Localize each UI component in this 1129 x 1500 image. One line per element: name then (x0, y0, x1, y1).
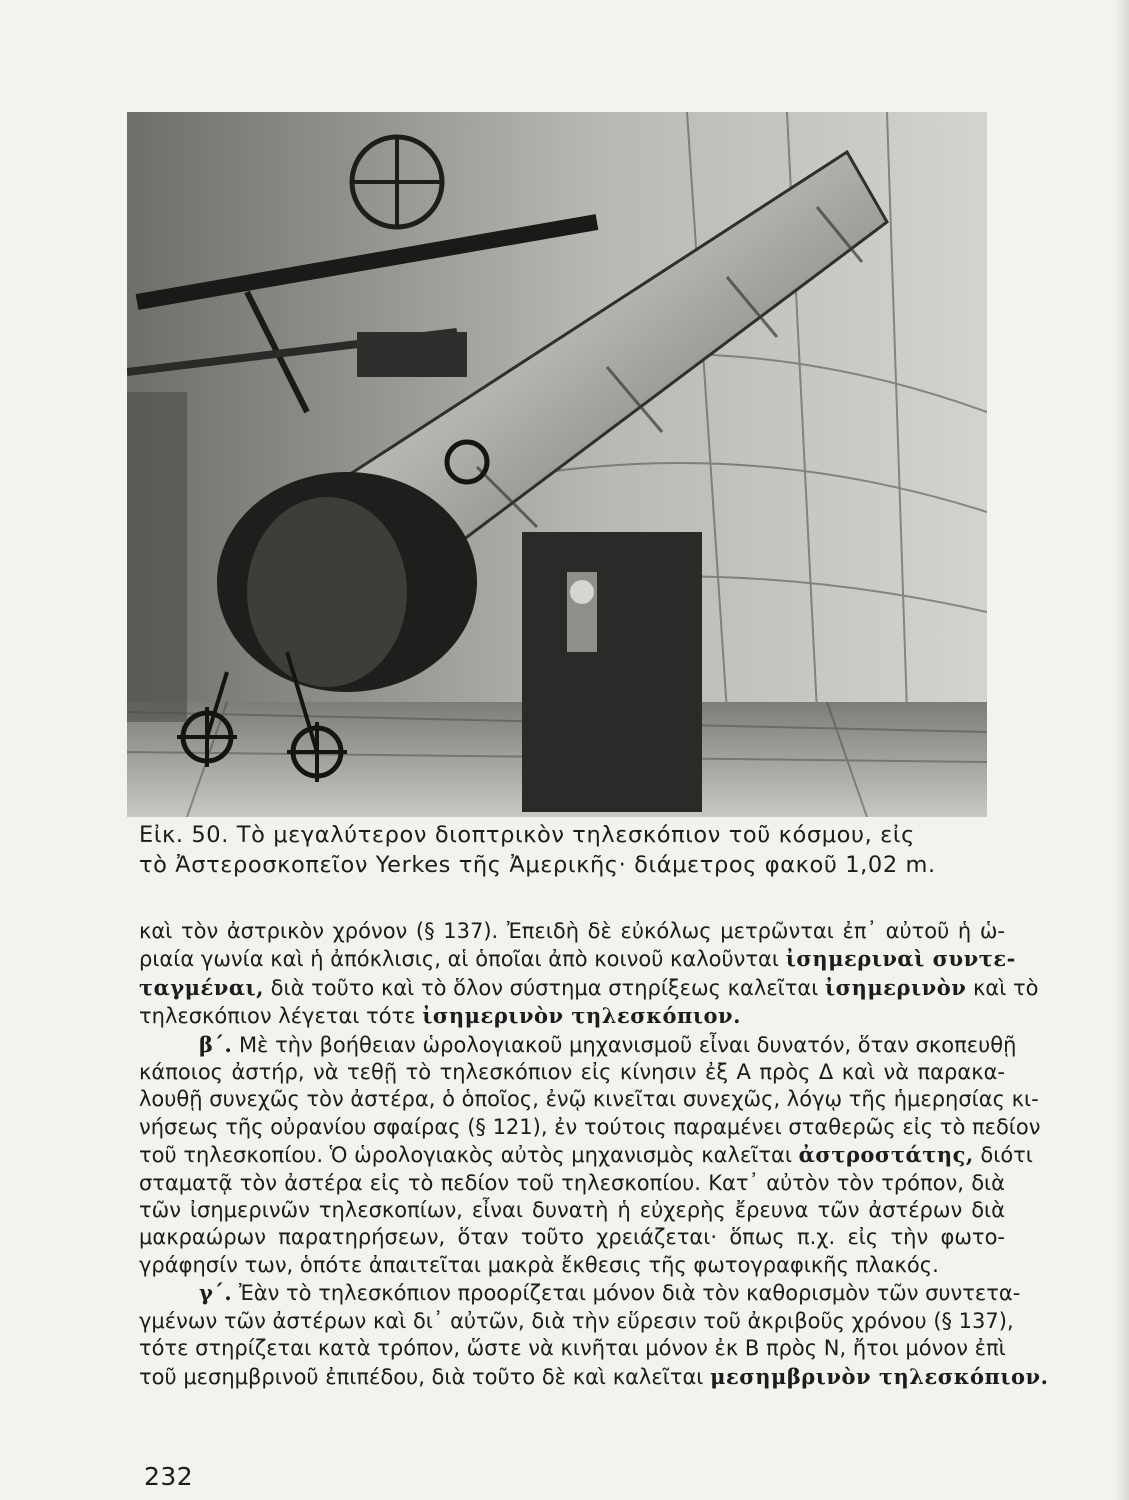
page-gutter-shadow (1115, 0, 1129, 1500)
body-text (139, 918, 1049, 1391)
text-line: καὶ τὸν ἀστρικὸν χρόνον (§ 137). Ἐπειδὴ δὲ εὐκόλως μετρῶνται ἐπ᾽ αὐτοῦ ἡ ὡ- (139, 919, 1005, 943)
text-line: γράφησίν των, ὁπότε ἀπαιτεῖται μακρὰ ἔκθεσις τῆς φωτογραφικῆς πλακός. (139, 1252, 939, 1277)
telescope-photo (127, 112, 987, 817)
text-line: β΄. Μὲ τὴν βοήθειαν ὡρολογιακοῦ μηχανισμοῦ εἶναι δυνατόν, ὅταν σκοπευθῇ (199, 1031, 1017, 1057)
section-marker-b: β΄. (199, 1031, 233, 1057)
text-line: λουθῇ συνεχῶς τὸν ἀστέρα, ὁ ὁποῖος, ἐνῷ κινεῖται συνεχῶς, λόγῳ τῆς ἡμερησίας κι- (139, 1087, 1039, 1112)
section-marker-c: γ΄. (199, 1280, 233, 1306)
text-line: νήσεως τῆς οὐρανίου σφαίρας (§ 121), ἐν τούτοις παραμένει σταθερῶς εἰς τὸ πεδίον (139, 1114, 1041, 1139)
term-astrostat: ἀστροστάτης, (798, 1142, 974, 1168)
text-line: ταγμέναι, διὰ τοῦτο καὶ τὸ ὅλον σύστημα στηρίξεως καλεῖται ἰσημερινὸν καὶ τὸ (139, 974, 1039, 1000)
figure-caption (139, 820, 999, 880)
page-number: 232 (144, 1462, 194, 1491)
text-line: μακραώρων παρατηρήσεων, ὅταν τοῦτο χρειάζεται· ὅπως π.χ. εἰς τὴν φωτο- (139, 1225, 1005, 1250)
text-line: τηλεσκόπιον λέγεται τότε ἰσημερινὸν τηλεσκόπιον. (139, 1003, 741, 1029)
text-line: τότε στηρίζεται κατὰ τρόπον, ὥστε νὰ κινῆται μόνον ἐκ Β πρὸς Ν, ἤτοι μόνον ἐπὶ (139, 1336, 1006, 1361)
text-line: τοῦ τηλεσκοπίου. Ὁ ὡρολογιακὸς αὐτὸς μηχανισμὸς καλεῖται ἀστροστάτης, διότι (139, 1142, 1033, 1168)
caption-line: τὸ Ἀστεροσκοπεῖον Yerkes τῆς Ἀμερικῆς· διάμετρος φακοῦ 1,02 m. (139, 852, 936, 878)
text-line: γμένων τῶν ἀστέρων καὶ δι᾽ αὐτῶν, διὰ τὴν εὕρεσιν τοῦ ἀκριβοῦς χρόνου (§ 137), (139, 1308, 1014, 1333)
text-line: σταματᾷ τὸν ἀστέρα εἰς τὸ πεδίον τοῦ τηλεσκοπίου. Κατ᾽ αὐτὸν τὸν τρόπον, διὰ (139, 1170, 1005, 1195)
term-equatorial: ἰσημερινὸν (824, 974, 967, 1000)
text-line: γ΄. Ἐὰν τὸ τηλεσκόπιον προορίζεται μόνον διὰ τὸν καθορισμὸν τῶν συντετα- (199, 1280, 1021, 1306)
term-equatorial-coordinates: ἰσημεριναὶ συντε- (785, 946, 1016, 972)
text-line: κάποιος ἀστήρ, νὰ τεθῇ τὸ τηλεσκόπιον εἰς κίνησιν ἐξ Α πρὸς Δ καὶ νὰ παρακα- (139, 1060, 1005, 1085)
term-equatorial-coordinates-end: ταγμέναι, (139, 974, 264, 1000)
term-equatorial-telescope: ἰσημερινὸν τηλεσκόπιον. (422, 1003, 741, 1029)
term-meridian-telescope: μεσημβρινὸν τηλεσκόπιον. (710, 1363, 1049, 1389)
text-line: τῶν ἰσημερινῶν τηλεσκοπίων, εἶναι δυνατὴ ἡ εὐχερὴς ἔρευνα τῶν ἀστέρων διὰ (139, 1198, 1005, 1223)
text-line: ριαία γωνία καὶ ἡ ἀπόκλισις, αἱ ὁποῖαι ἀπὸ κοινοῦ καλοῦνται ἰσημεριναὶ συντε- (139, 946, 1016, 972)
text-line: τοῦ μεσημβρινοῦ ἐπιπέδου, διὰ τοῦτο δὲ καὶ καλεῖται μεσημβρινὸν τηλεσκόπιον. (139, 1363, 1049, 1389)
caption-line: Εἰκ. 50. Τὸ μεγαλύτερον διοπτρικὸν τηλεσκόπιον τοῦ κόσμου, εἰς (139, 822, 915, 848)
